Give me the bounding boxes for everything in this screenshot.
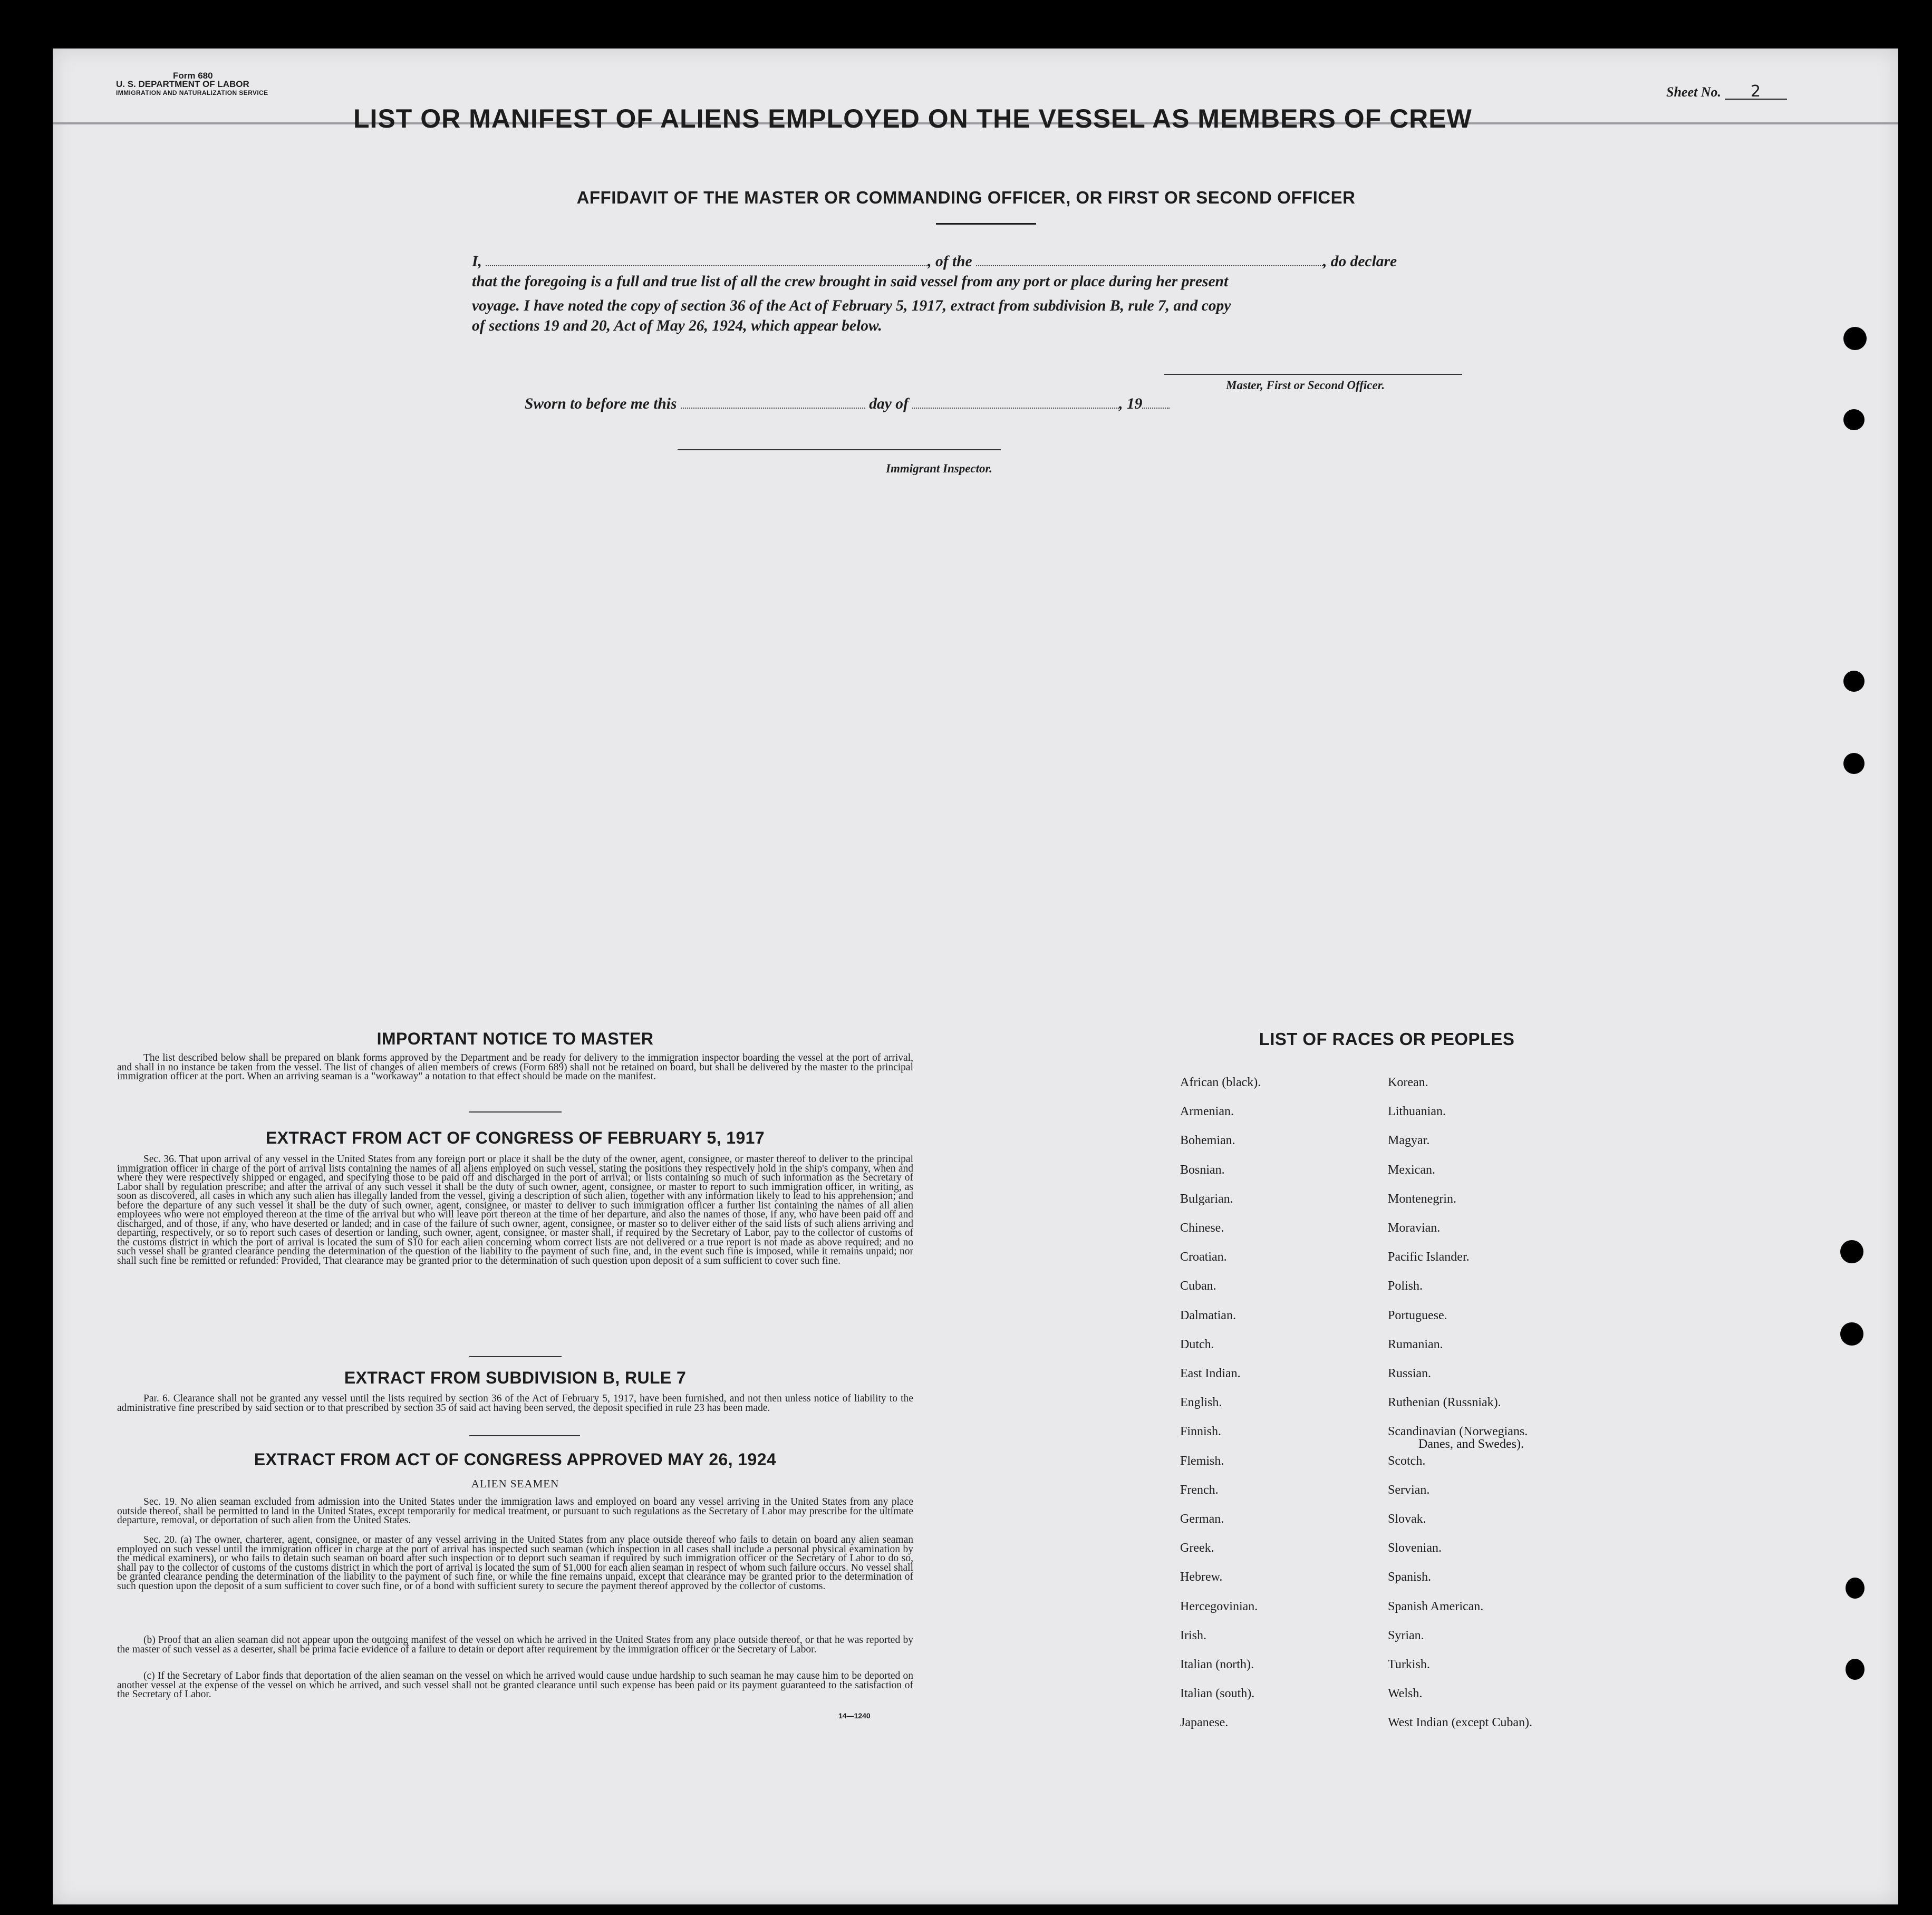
sworn-line	[525, 395, 1170, 413]
extract-1917-title: EXTRACT FROM ACT OF CONGRESS OF FEBRUARY 5, 1917	[265, 1128, 765, 1147]
declaration-line-2: that the foregoing is a full and true list of all the crew brought in said vessel from any port or place during her present	[472, 273, 1229, 290]
section-rule	[469, 1435, 580, 1436]
sworn-day-of: day of	[869, 395, 909, 412]
page-title: LIST OR MANIFEST OF ALIENS EMPLOYED ON THE VESSEL AS MEMBERS OF CREW	[353, 104, 1472, 133]
race-item: English.	[1180, 1396, 1222, 1410]
race-item: Finnish.	[1180, 1425, 1222, 1439]
notice-title: IMPORTANT NOTICE TO MASTER	[376, 1029, 654, 1048]
race-item: German.	[1180, 1512, 1224, 1526]
race-item: Hebrew.	[1180, 1570, 1223, 1584]
race-item: Polish.	[1388, 1279, 1423, 1293]
section-rule	[469, 1111, 562, 1113]
race-item: Italian (south).	[1180, 1687, 1255, 1701]
vessel-name-field[interactable]	[976, 265, 1323, 266]
race-item: Chinese.	[1180, 1221, 1224, 1235]
race-item: Ruthenian (Russniak).	[1388, 1396, 1501, 1410]
binder-hole	[1840, 1322, 1863, 1346]
race-item: Welsh.	[1388, 1687, 1423, 1701]
race-item: East Indian.	[1180, 1367, 1241, 1380]
extract-1924-title: EXTRACT FROM ACT OF CONGRESS APPROVED MAY 26, 1924	[254, 1450, 777, 1469]
extract-rule7-title: EXTRACT FROM SUBDIVISION B, RULE 7	[344, 1368, 687, 1387]
binder-hole	[1843, 327, 1867, 350]
extract-1924-sec20a: Sec. 20. (a) The owner, charterer, agent, consignee, or master of any vessel arriving in the United States from any place outside thereof who fails to detain on board any alien seaman employed on such vessel until the immigration officer in charge at the port of arrival has inspected such seaman (which inspection in all cases shall include a personal physical examination by the medical examiners), or who fails to detain such seaman on board after such inspection or to deport such seaman if required by such immigration officer or the Secretary of Labor to do so, shall pay to the collector of customs of the customs district in which the port of arrival is located the sum of $1,000 for each alien seaman in respect of whom such failure occurs. No vessel shall be granted clearance pending the determination of the liability to the payment of such fine, or while the fine remains unpaid, except that clearance may be granted prior to the determination of such question upon the deposit of a sum sufficient to cover such fine, or of a bond with sufficient surety to secure the payment thereof approved by the collector of customs.	[117, 1534, 913, 1592]
race-item-continuation: Danes, and Swedes).	[1418, 1437, 1524, 1452]
race-item: Rumanian.	[1388, 1337, 1443, 1351]
race-item: Dutch.	[1180, 1337, 1214, 1351]
declarant-name-field[interactable]	[486, 265, 928, 266]
binder-hole	[1846, 1659, 1865, 1680]
race-item: West Indian (except Cuban).	[1388, 1716, 1532, 1730]
race-item: Dalmatian.	[1180, 1308, 1236, 1322]
race-item: Italian (north).	[1180, 1658, 1254, 1671]
inspector-signature-line[interactable]	[678, 449, 1001, 450]
master-signature-label: Master, First or Second Officer.	[1226, 379, 1385, 392]
race-item: Moravian.	[1388, 1221, 1441, 1235]
race-item: Montenegrin.	[1388, 1192, 1456, 1206]
race-item: Hercegovinian.	[1180, 1599, 1258, 1613]
form-number: Form 680	[173, 71, 213, 81]
form-identifier	[116, 72, 268, 97]
sworn-month-field[interactable]	[912, 408, 1119, 409]
binder-hole	[1843, 409, 1865, 430]
race-item: Bosnian.	[1180, 1163, 1225, 1177]
department-name: U. S. DEPARTMENT OF LABOR	[116, 79, 249, 89]
sworn-text: Sworn to before me this	[525, 395, 677, 412]
extract-1924-sec19: Sec. 19. No alien seaman excluded from admission into the United States under the immigration laws and employed on board any vessel arriving in the United States from any place outside thereof, shall be permitted to land in the United States, except temporarily for medical treatment, or pursuant to such regulations as the Secretary of Labor may prescribe for the ultimate departure, removal, or deportation of such alien from the United States.	[117, 1496, 913, 1526]
declaration-line-3: voyage. I have noted the copy of section 36 of the Act of February 5, 1917, extract from subdivision B, rule 7, and copy	[472, 297, 1231, 314]
race-item: French.	[1180, 1483, 1219, 1497]
sheet-number	[1666, 84, 1787, 100]
race-item: Servian.	[1388, 1483, 1430, 1497]
binder-hole	[1840, 1240, 1863, 1263]
section-rule	[469, 1356, 562, 1357]
race-item: Korean.	[1388, 1076, 1428, 1089]
races-title: LIST OF RACES OR PEOPLES	[1259, 1029, 1515, 1049]
race-item: Turkish.	[1388, 1658, 1430, 1671]
race-item: Croatian.	[1180, 1250, 1227, 1264]
race-item: Flemish.	[1180, 1454, 1224, 1468]
race-item: Cuban.	[1180, 1279, 1216, 1293]
title-rule	[936, 223, 1036, 225]
race-item: Scandinavian (Norwegians.	[1388, 1425, 1528, 1439]
race-item: Lithuanian.	[1388, 1105, 1446, 1119]
race-item: Mexican.	[1388, 1163, 1435, 1177]
inspector-label: Immigrant Inspector.	[886, 462, 992, 475]
race-item: Pacific Islander.	[1388, 1250, 1470, 1264]
binder-hole	[1843, 753, 1865, 774]
sworn-year-prefix: , 19	[1119, 395, 1143, 412]
extract-1917-body: Sec. 36. That upon arrival of any vessel in the United States from any foreign port or place it shall be the duty of the owner, agent, consignee, or master thereof to deliver to the principal immigration officer in charge of the port of arrival lists containing the names of all aliens employed on such vessel, stating the positions they respectively hold in the ship's company, when and where they were respectively shipped or engaged, and specifying those to be paid off and discharged in the port of arrival; or lists containing so much of such information as the Secretary of Labor shall by regulation prescribe; and after the arrival of any such vessel it shall be the duty of such owner, agent, consignee, or master to report to such immigration officer, in writing, as soon as discovered, all cases in which any such alien has illegally landed from the vessel, giving a description of such alien, together with any information likely to lead to his apprehension; and before the departure of any such vessel it shall be the duty of such owner, agent, consignee, or master to deliver to such immigration officer a further list containing the names of all alien employees who were not employed thereon at the time of the arrival but who will leave port thereon at the time of her departure, and also the names of those, if any, who have been paid off and discharged, and of those, if any, who have deserted or landed; and in case of the failure of such owner, agent, consignee, or master so to deliver either of the said lists of such aliens arriving and departing, respectively, or so to report such cases of desertion or landing, such owner, agent, consignee, or master shall, if required by the Secretary of Labor, pay to the collector of customs of the customs district in which the port of arrival is located the sum of $10 for each alien concerning whom correct lists are not delivered or a true report is not made as above required; and no such vessel shall be granted clearance pending the determination of the question of the liability to the payment of such fine, and, in the event such fine is imposed, while it remains unpaid; nor shall such fine be remitted or refunded: Provided, That clearance may be granted prior to the determination of such question upon deposit of a sum sufficient to cover such fine.	[117, 1154, 913, 1266]
declaration-do-declare: , do declare	[1323, 253, 1397, 270]
extract-1924-sec20c: (c) If the Secretary of Labor finds that deportation of the alien seaman on the vessel on which he arrived would cause undue hardship to such seaman he may cause him to be deported on another vessel at the expense of the vessel on which he arrived, and such vessel shall not be granted clearance until such expense has been paid or its payment guaranteed to the satisfaction of the Secretary of Labor.	[117, 1670, 913, 1700]
declaration-of-the: , of the	[928, 253, 972, 270]
document-page	[53, 49, 1898, 1904]
race-item: Russian.	[1388, 1367, 1432, 1380]
declaration-line-1	[472, 253, 1397, 270]
race-item: Japanese.	[1180, 1716, 1229, 1730]
race-item: Bulgarian.	[1180, 1192, 1233, 1206]
race-item: African (black).	[1180, 1076, 1261, 1089]
race-item: Syrian.	[1388, 1628, 1424, 1642]
sheet-value: 2	[1725, 85, 1787, 100]
extract-rule7-body: Par. 6. Clearance shall not be granted any vessel until the lists required by section 36 of the Act of February 5, 1917, have been furnished, and not then unless notice of liability to the administrative fine prescribed by said section or to that prescribed by section 35 of said act having been served, the deposit specified in rule 23 has been made.	[117, 1393, 913, 1414]
race-item: Magyar.	[1388, 1134, 1430, 1148]
binder-hole	[1843, 671, 1865, 692]
race-item: Armenian.	[1180, 1105, 1234, 1119]
affidavit-title: AFFIDAVIT OF THE MASTER OR COMMANDING OFFICER, OR FIRST OR SECOND OFFICER	[576, 188, 1356, 207]
race-item: Slovenian.	[1388, 1541, 1442, 1555]
notice-body: The list described below shall be prepared on blank forms approved by the Department and be ready for delivery to the immigration inspector boarding the vessel at the port of arrival, and shall in no instance be taken from the vessel. The list of changes of alien members of crews (Form 689) shall not be retained on board, but shall be delivered by the master to the principal immigration officer at the port. When an arriving seaman is a "workaway" a notation to that effect should be made on the manifest.	[117, 1052, 913, 1082]
sheet-label: Sheet No.	[1666, 84, 1721, 100]
extract-1924-sec20b: (b) Proof that an alien seaman did not appear upon the outgoing manifest of the vessel on which he arrived in the United States from any place outside thereof, or that he was reported by the master of such vessel as a deserter, shall be prima facie evidence of a failure to detain or deport after requirement by the immigration officer or the Secretary of Labor.	[117, 1634, 913, 1655]
race-item: Bohemian.	[1180, 1134, 1235, 1148]
declaration-i: I,	[472, 253, 482, 270]
master-signature-line[interactable]	[1164, 374, 1462, 375]
print-code: 14—1240	[838, 1711, 871, 1720]
binder-hole	[1846, 1578, 1865, 1599]
sworn-year-field[interactable]	[1142, 408, 1170, 409]
race-item: Irish.	[1180, 1628, 1206, 1642]
extract-1924-subtitle: ALIEN SEAMEN	[471, 1477, 559, 1490]
service-name: IMMIGRATION AND NATURALIZATION SERVICE	[116, 89, 268, 96]
race-item: Slovak.	[1388, 1512, 1426, 1526]
sworn-day-field[interactable]	[681, 408, 865, 409]
race-item: Spanish American.	[1388, 1599, 1484, 1613]
race-item: Spanish.	[1388, 1570, 1432, 1584]
race-item: Portuguese.	[1388, 1308, 1447, 1322]
race-item: Scotch.	[1388, 1454, 1426, 1468]
race-item: Greek.	[1180, 1541, 1214, 1555]
declaration-line-4: of sections 19 and 20, Act of May 26, 1924, which appear below.	[472, 317, 882, 334]
